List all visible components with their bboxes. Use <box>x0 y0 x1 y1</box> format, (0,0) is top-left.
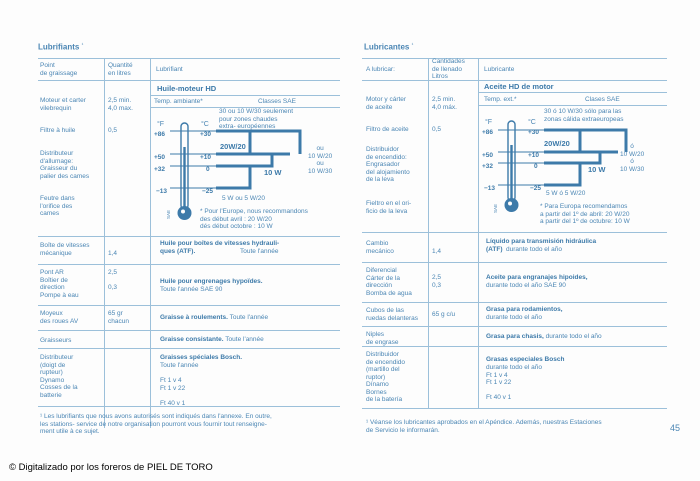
left-row-qty: 2,5 min. 4,0 max. <box>108 97 133 112</box>
right-unit-f: °F <box>485 119 493 126</box>
right-grade-2: 10 W <box>588 165 606 174</box>
left-row-point: Distributeur (doigt de rupteur) Dynamo Cosses de la batterie <box>40 354 78 399</box>
right-row-point: Niples de engrase <box>366 331 399 346</box>
right-head-point: A lubricar: <box>366 66 395 73</box>
left-oil-title: Huile-moteur HD <box>157 84 217 93</box>
left-footnote: ¹ Les lubrifiants que nous avons autorisés sont indiqués dans l'annexe. En outre, les stations- service de notre organisation pourront vous fournir tout renseigne- ment utile à ce sujet. <box>40 413 272 435</box>
right-thermo-label: SAE <box>493 203 498 213</box>
left-row-point: Distributeur d'allumage: Graisseur du palier des cames <box>40 150 90 180</box>
right-grade-1: 20W/20 <box>544 139 570 148</box>
right-temp-c-0: +30 <box>528 129 540 136</box>
right-europe-note: * Para Europa recomendamos a partir del 1º de abril: 20 W/20 a partir del 1º de octubre: 10 W <box>540 203 630 225</box>
left-row-lub: Graisse à roulements. Toute l'année <box>160 314 269 321</box>
left-temp-f-1: +50 <box>154 154 166 161</box>
right-row-lub: Aceite para engranajes hipoides, <box>486 274 588 281</box>
right-temp-f-1: +50 <box>482 152 494 159</box>
right-row-point: Filtro de aceite <box>366 126 409 133</box>
left-thermo-label: SAE <box>166 209 171 219</box>
left-row-lub-note: Toute l'année <box>240 248 279 255</box>
left-row-point: Filtre à huile <box>40 127 76 134</box>
right-row-qty: 0,5 <box>432 126 442 133</box>
right-sae-label: Clases SAE <box>585 96 620 103</box>
left-sae-label: Classes SAE <box>258 98 296 105</box>
right-row-lub-note: durante todo el año SAE 90 <box>486 282 566 289</box>
right-row-point: Distribuidor de encendido (martillo del ruptor) Dínamo Bornes de la batería <box>366 351 406 403</box>
left-head-lub: Lubrifiant <box>156 66 183 73</box>
left-temp-c-3: −25 <box>202 188 214 195</box>
right-title: Lubricantes $^{^1}$ <box>364 42 414 52</box>
right-grade-alt: ó 10 W/20 ó 10 W/30 <box>620 143 645 173</box>
left-temp-f-2: +32 <box>154 166 166 173</box>
digitization-credit: © Digitalizado por los foreros de PIEL DE TORO <box>9 462 213 473</box>
left-grade-2: 10 W <box>264 168 282 177</box>
right-row-qty: 2,5 min. 4,0 máx. <box>432 96 457 111</box>
right-temp-c-1: +10 <box>528 152 540 159</box>
left-grade-3: 5 W ou 5 W/20 <box>222 195 265 202</box>
left-grade-1: 20W/20 <box>220 142 246 151</box>
left-temp-f-0: +86 <box>154 131 166 138</box>
right-row-lub-note: durante todo el año Ft 1 v 4 Ft 1 v 22 Ft 40 v 1 <box>486 364 543 401</box>
right-row-qty: 2,5 0,3 <box>432 274 442 289</box>
right-row-lub: Grasa para rodamientos, <box>486 306 563 313</box>
right-grade-3: 5 W ó 5 W/20 <box>546 190 586 197</box>
right-row-lub: Grasa para chasis, durante todo el año <box>486 333 602 340</box>
right-row-point: Diferencial Cárter de la dirección Bomba de agua <box>366 267 412 297</box>
left-thermometer-icon <box>178 123 192 220</box>
left-row-lub: Graisses spéciales Bosch. <box>160 354 243 361</box>
left-temp-c-2: 0 <box>206 166 210 173</box>
left-head-qty: Quantité en litres <box>108 62 133 77</box>
left-row-point: Feutre dans l'orifice des cames <box>40 195 75 217</box>
left-row-point: Moteur et carter vilebrequin <box>40 97 86 112</box>
right-temp-label: Temp. ext.* <box>484 96 517 103</box>
left-grade-alt: ou 10 W/20 ou 10 W/30 <box>308 145 333 175</box>
right-row-qty: 1,4 <box>432 248 442 255</box>
right-head-qty: Cantidades de llenado Litros <box>432 58 465 80</box>
left-head-point: Point de graissage <box>40 62 78 77</box>
right-row-point: Distribuidor de encendido: Engrasador del alojamiento de la leva <box>366 146 410 183</box>
left-europe-note: * Pour l'Europe, nous recommandons des début avril : 20 W/20 dés début octobre : 10 W <box>200 208 308 230</box>
left-row-lub-note: Toute l'année Ft 1 v 4 Ft 1 v 22 Ft 40 v 1 <box>160 362 199 407</box>
right-row-lub-note: durante todo el año <box>486 314 543 321</box>
right-temp-f-2: +32 <box>482 163 494 170</box>
left-row-point: Pont AR Boîtier de direction Pompe à eau <box>40 269 79 299</box>
right-row-lub-note: durante todo el año <box>506 246 563 253</box>
right-row-lub: Líquido para transmisión hidráulica (ATF) <box>486 238 597 253</box>
right-temp-f-0: +86 <box>482 129 494 136</box>
right-oil-note: 30 ó 10 W/30 sólo para las zonas cálida extraeuropeas <box>544 108 624 123</box>
left-temp-label: Temp. ambiante* <box>154 98 203 105</box>
right-temp-f-3: −13 <box>484 185 496 192</box>
left-title: Lubrifiants $^{^1}$ <box>38 42 84 52</box>
left-temp-c-0: +30 <box>200 131 212 138</box>
left-row-lub: Graisse consistante. Toute l'année <box>160 336 264 343</box>
right-row-point: Cambio mecánico <box>366 240 394 255</box>
right-oil-title: Aceite HD de motor <box>484 82 554 91</box>
left-row-qty: 0,5 <box>108 127 118 134</box>
left-row-qty: 1,4 <box>108 250 118 257</box>
left-row-point: Moyeux des roues AV <box>40 310 79 325</box>
left-row-point: Graisseurs <box>40 337 72 344</box>
right-row-point: Cubos de las ruedas delanteras <box>366 307 419 322</box>
right-head-lub: Lubricante <box>484 66 515 73</box>
left-unit-c: °C <box>201 121 209 128</box>
right-temp-c-2: 0 <box>534 163 538 170</box>
right-temp-c-3: −25 <box>530 185 542 192</box>
left-row-point: Boîte de vitesses mécanique <box>40 242 90 257</box>
left-row-lub-note: Toute l'année SAE 90 <box>160 286 223 293</box>
left-row-lub: Huile pour engrenages hypoïdes. <box>160 278 263 285</box>
left-temp-f-3: −13 <box>156 188 168 195</box>
right-row-point: Fieltro en el ori- ficio de la leva <box>366 200 412 215</box>
right-row-lub: Grasas especiales Bosch <box>486 356 565 363</box>
left-oil-note: 30 ou 10 W/30 seulement pour zones chaudes extra- européennes <box>219 108 294 130</box>
right-row-qty: 65 g c/u <box>432 311 456 318</box>
page-number: 45 <box>670 423 681 433</box>
right-thermometer-icon <box>505 121 519 212</box>
left-row-qty: 2,5 0,3 <box>108 269 118 291</box>
right-row-point: Motor y cárter de aceite <box>366 96 407 111</box>
left-unit-f: °F <box>157 121 165 128</box>
left-temp-c-1: +10 <box>200 154 212 161</box>
left-row-lub: Huile pour boîtes de vitesses hydrauli- ques (ATF). <box>160 240 280 255</box>
left-row-qty: 65 gr chacun <box>108 310 129 325</box>
right-footnote: ¹ Véanse los lubricantes aprobados en el Apéndice. Además, nuestras Estaciones de Servicio le informarán. <box>366 419 602 434</box>
right-unit-c: °C <box>528 119 536 126</box>
